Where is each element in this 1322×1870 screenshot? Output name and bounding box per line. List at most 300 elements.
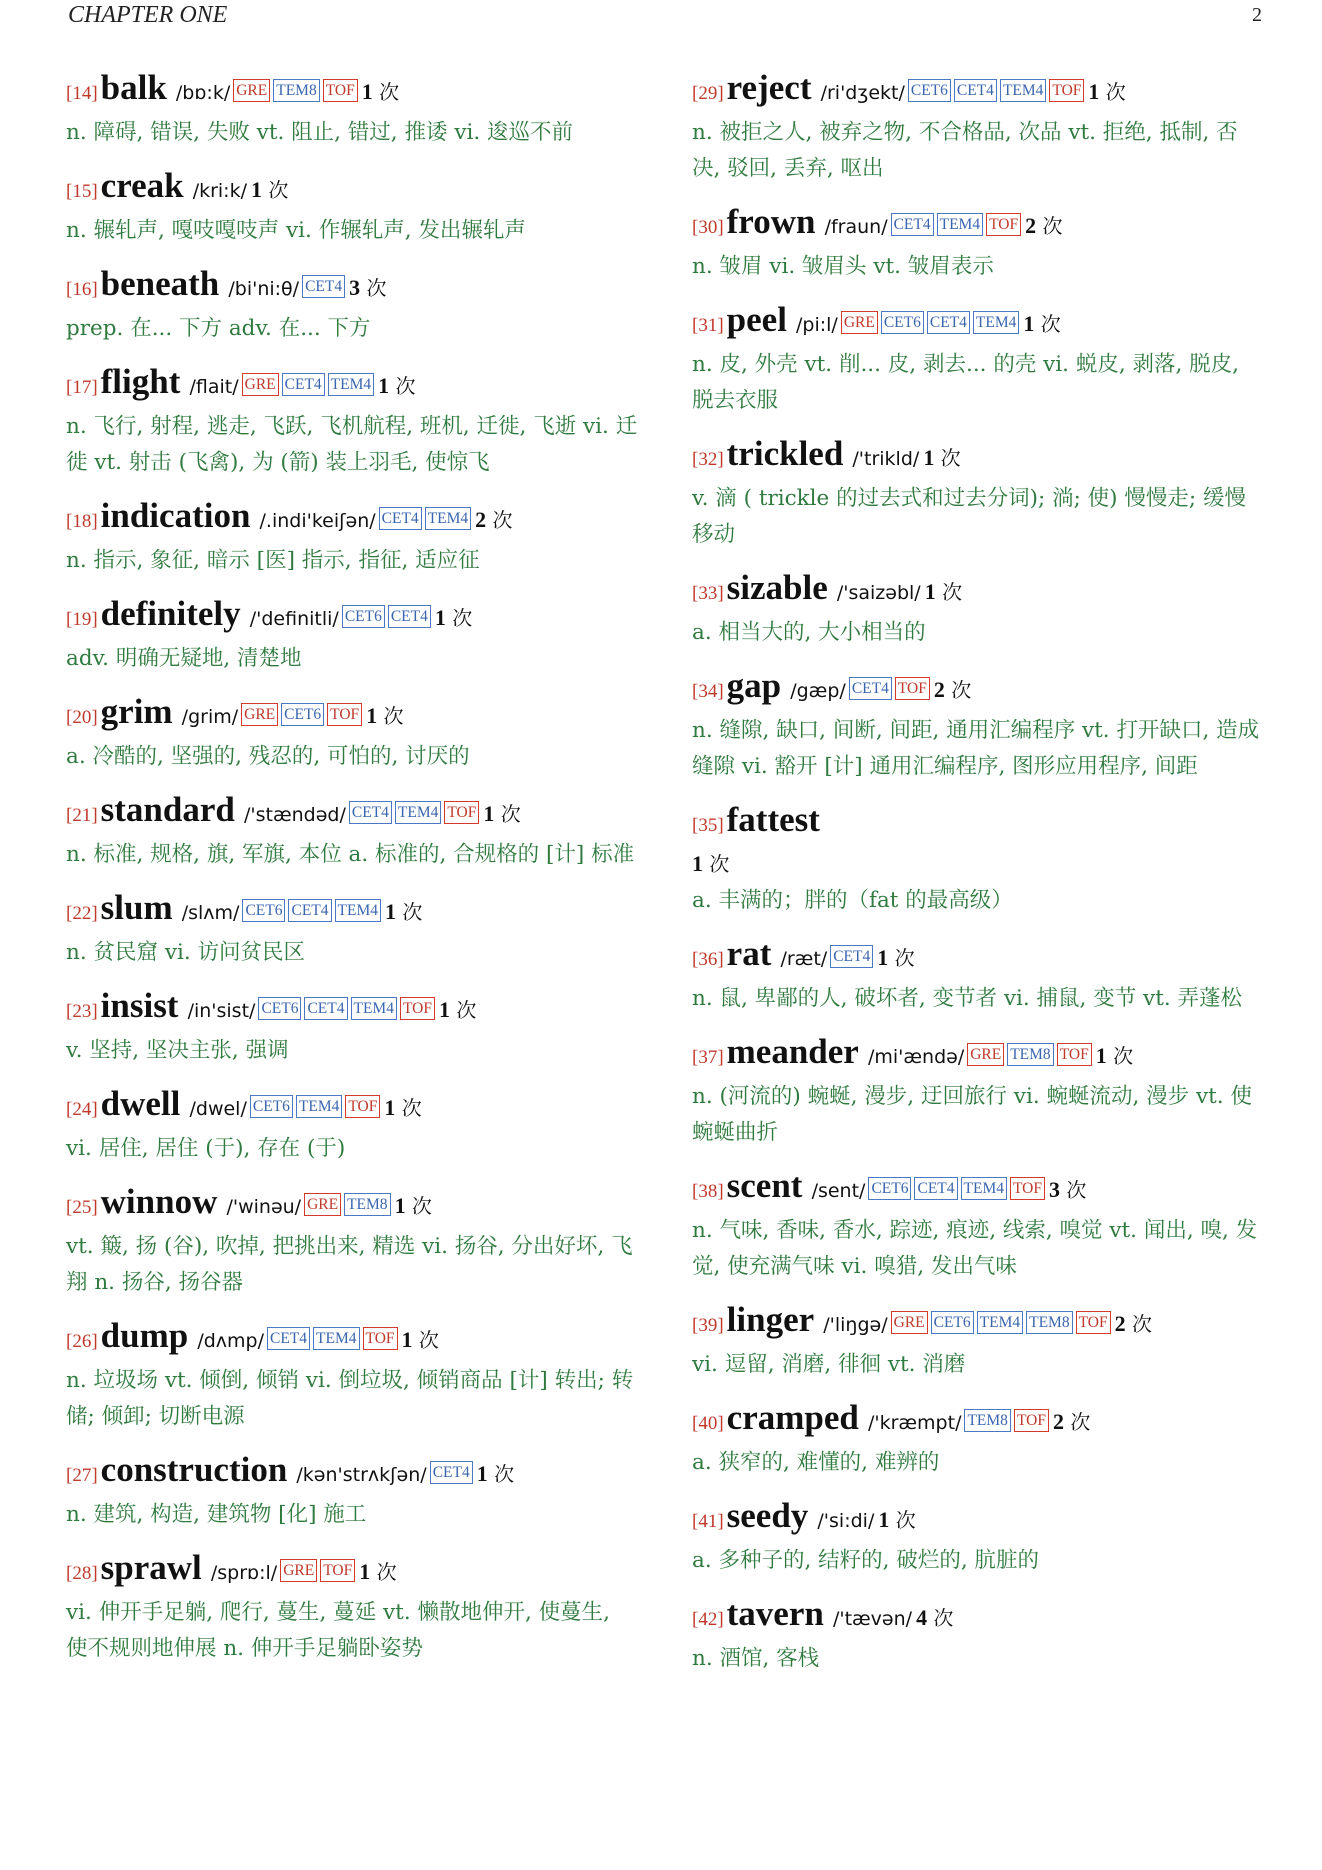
- count-number: 1: [401, 1327, 413, 1352]
- entry-number: [21]: [66, 805, 98, 826]
- exam-tag: TEM8: [964, 1409, 1010, 1432]
- definition: n. 皱眉 vi. 皱眉头 vt. 皱眉表示: [692, 254, 994, 279]
- occurrence-count: [402, 1328, 439, 1352]
- phonetic: /sent/: [811, 1180, 866, 1202]
- count-suffix: 次: [951, 678, 972, 702]
- headword-line: [692, 798, 1264, 847]
- count-suffix: 次: [492, 508, 513, 532]
- occurrence-count: [916, 1606, 953, 1630]
- vocab-entry: [692, 1494, 1264, 1579]
- exam-tag: CET4: [288, 899, 331, 922]
- headword: beneath: [100, 264, 220, 303]
- phonetic: /bɒ:k/: [175, 82, 231, 104]
- exam-tag: TEM4: [961, 1177, 1007, 1200]
- exam-tag: TOF: [1014, 1409, 1049, 1432]
- occurrence-count: [378, 374, 415, 398]
- headword: flight: [100, 362, 181, 401]
- count-suffix: 次: [894, 946, 915, 970]
- entry-number: [33]: [692, 583, 724, 604]
- count-number: 1: [878, 1507, 890, 1532]
- exam-tag: GRE: [241, 703, 278, 726]
- exam-tag: TOF: [986, 213, 1021, 236]
- count-number: 1: [1023, 311, 1035, 336]
- phonetic: /bi'ni:θ/: [228, 278, 300, 300]
- count-number: 1: [483, 801, 495, 826]
- vocab-entry: [692, 1164, 1264, 1285]
- headword: peel: [726, 300, 787, 339]
- definition: v. 坚持, 坚决主张, 强调: [66, 1038, 289, 1063]
- vocab-entry: [66, 1546, 638, 1667]
- entry-number: [22]: [66, 903, 98, 924]
- entry-number: [30]: [692, 217, 724, 238]
- occurrence-count: [1115, 1312, 1152, 1336]
- count-suffix: 次: [1066, 1178, 1087, 1202]
- count-suffix: 次: [500, 802, 521, 826]
- definition: n. 垃圾场 vt. 倾倒, 倾销 vi. 倒垃圾, 倾销商品 [计] 转出; 转储; 倾卸; 切断电源: [66, 1368, 634, 1429]
- exam-tag: CET6: [908, 79, 951, 102]
- exam-tag: TEM4: [1000, 79, 1046, 102]
- exam-tag: GRE: [304, 1193, 341, 1216]
- headword-line: [66, 886, 638, 935]
- definition: n. 被拒之人, 被弃之物, 不合格品, 次品 vt. 拒绝, 抵制, 否决, 驳回, 丢弃, 呕出: [692, 120, 1238, 181]
- entry-number: [34]: [692, 681, 724, 702]
- headword-line: [66, 788, 638, 837]
- vocab-entry: [692, 432, 1264, 553]
- exam-tag: TEM8: [344, 1193, 390, 1216]
- phonetic: /gæp/: [790, 680, 846, 702]
- headword: grim: [100, 692, 173, 731]
- headword-line: [66, 984, 638, 1033]
- exam-tag: CET4: [954, 79, 997, 102]
- headword: slum: [100, 888, 173, 927]
- phonetic: /kən'strʌkʃən/: [296, 1464, 427, 1486]
- left-column: [66, 66, 638, 1690]
- entry-number: [26]: [66, 1331, 98, 1352]
- exam-tag: CET6: [258, 997, 301, 1020]
- headword: sprawl: [100, 1548, 202, 1587]
- exam-tag: TEM4: [395, 801, 441, 824]
- entry-number: [41]: [692, 1511, 724, 1532]
- headword: linger: [726, 1300, 815, 1339]
- entry-number: [14]: [66, 83, 98, 104]
- exam-tag: CET4: [927, 311, 970, 334]
- vocab-entry: [66, 360, 638, 481]
- vocab-entry: [692, 298, 1264, 419]
- vocab-entry: [692, 932, 1264, 1017]
- phonetic: /kri:k/: [192, 180, 247, 202]
- headword-line: [692, 1592, 1264, 1641]
- count-number: 2: [475, 507, 487, 532]
- definition: vi. 伸开手足躺, 爬行, 蔓生, 蔓延 vt. 懒散地伸开, 使蔓生, 使不规则地伸展 n. 伸开手足躺卧姿势: [66, 1600, 610, 1661]
- headword: insist: [100, 986, 179, 1025]
- count-suffix: 次: [452, 606, 473, 630]
- headword: standard: [100, 790, 235, 829]
- headword-line: [692, 1164, 1264, 1213]
- exam-tag: TEM4: [328, 373, 374, 396]
- definition: a. 多种子的, 结籽的, 破烂的, 肮脏的: [692, 1548, 1039, 1573]
- exam-tag: TOF: [1010, 1177, 1045, 1200]
- count-number: 1: [438, 997, 450, 1022]
- exam-tag: CET6: [931, 1311, 974, 1334]
- exam-tag: TOF: [320, 1559, 355, 1582]
- count-suffix: 次: [456, 998, 477, 1022]
- headword-line: [692, 1494, 1264, 1543]
- count-number: 1: [361, 79, 373, 104]
- headword-line: [66, 360, 638, 409]
- headword-line: [66, 494, 638, 543]
- count-number: 1: [692, 851, 703, 876]
- occurrence-count: [439, 998, 476, 1022]
- exam-tag: TOF: [323, 79, 358, 102]
- vocab-entry: [692, 66, 1264, 187]
- exam-tag: TOF: [1057, 1043, 1092, 1066]
- vocab-entry: [692, 798, 1264, 919]
- count-number: 1: [1095, 1043, 1107, 1068]
- exam-tag: GRE: [280, 1559, 317, 1582]
- occurrence-count: [362, 80, 399, 104]
- phonetic: /'saizəbl/: [836, 582, 921, 604]
- count-number: 1: [359, 1559, 371, 1584]
- vocab-entry: [66, 886, 638, 971]
- vocab-entry: [66, 262, 638, 347]
- headword: cramped: [726, 1398, 859, 1437]
- vocab-entry: [692, 1030, 1264, 1151]
- count-number: 1: [378, 373, 390, 398]
- phonetic: /pi:l/: [796, 314, 838, 336]
- count-suffix: 次: [494, 1462, 515, 1486]
- exam-tag: CET4: [349, 801, 392, 824]
- phonetic: /sprɒ:l/: [210, 1562, 278, 1584]
- exam-tag: CET6: [281, 703, 324, 726]
- headword: winnow: [100, 1182, 218, 1221]
- count-line: [692, 847, 1264, 883]
- exam-tag: TEM8: [1007, 1043, 1053, 1066]
- entry-number: [39]: [692, 1315, 724, 1336]
- headword: construction: [100, 1450, 288, 1489]
- occurrence-count: [877, 946, 914, 970]
- count-suffix: 次: [379, 80, 400, 104]
- headword: dump: [100, 1316, 189, 1355]
- phonetic: /'definitli/: [249, 608, 339, 630]
- headword-line: [692, 1298, 1264, 1347]
- count-suffix: 次: [395, 374, 416, 398]
- page-header: [68, 0, 1262, 30]
- definition: vi. 逗留, 消磨, 徘徊 vt. 消磨: [692, 1352, 966, 1377]
- phonetic: /'trikld/: [852, 448, 920, 470]
- phonetic: /dwel/: [189, 1098, 247, 1120]
- definition: n. 酒馆, 客栈: [692, 1646, 820, 1671]
- count-number: 3: [1049, 1177, 1060, 1202]
- occurrence-count: [395, 1194, 432, 1218]
- entry-number: [19]: [66, 609, 98, 630]
- headword: scent: [726, 1166, 803, 1205]
- occurrence-count: [1088, 80, 1125, 104]
- headword: frown: [726, 202, 816, 241]
- count-number: 2: [1114, 1311, 1126, 1336]
- occurrence-count: [1096, 1044, 1133, 1068]
- phonetic: /slʌm/: [181, 902, 240, 924]
- phonetic: /ræt/: [780, 948, 828, 970]
- occurrence-count: [475, 508, 512, 532]
- occurrence-count: [1023, 312, 1060, 336]
- headword-line: [692, 432, 1264, 481]
- entry-number: [20]: [66, 707, 98, 728]
- count-suffix: 次: [940, 446, 961, 470]
- exam-tag: GRE: [891, 1311, 928, 1334]
- entry-number: [31]: [692, 315, 724, 336]
- count-suffix: 次: [366, 276, 387, 300]
- definition: n. 鼠, 卑鄙的人, 破坏者, 变节者 vi. 捕鼠, 变节 vt. 弄蓬松: [692, 986, 1243, 1011]
- phonetic: /'stændəd/: [243, 804, 346, 826]
- definition: n. (河流的) 蜿蜒, 漫步, 迂回旅行 vi. 蜿蜒流动, 漫步 vt. 使蜿蜒曲折: [692, 1084, 1252, 1145]
- exam-tag: CET4: [830, 945, 873, 968]
- headword: seedy: [726, 1496, 809, 1535]
- exam-tag: CET4: [914, 1177, 957, 1200]
- definition: a. 相当大的, 大小相当的: [692, 620, 926, 645]
- definition: a. 狭窄的, 难懂的, 难辨的: [692, 1450, 940, 1475]
- entry-number: [36]: [692, 949, 724, 970]
- phonetic: /mi'ændə/: [867, 1046, 965, 1068]
- right-column: [692, 66, 1264, 1690]
- count-number: 1: [366, 703, 378, 728]
- vocab-entry: [66, 1180, 638, 1301]
- page-number: 2: [1252, 3, 1262, 26]
- headword-line: [692, 566, 1264, 615]
- phonetic: /flait/: [189, 376, 239, 398]
- count-number: 1: [877, 945, 889, 970]
- headword-line: [66, 592, 638, 641]
- count-number: 1: [384, 899, 396, 924]
- count-number: 2: [1025, 213, 1037, 238]
- headword-line: [66, 690, 638, 739]
- headword-line: [66, 66, 638, 115]
- occurrence-count: [384, 1096, 421, 1120]
- occurrence-count: [385, 900, 422, 924]
- headword: indication: [100, 496, 251, 535]
- vocab-entry: [66, 66, 638, 151]
- exam-tag: TEM4: [973, 311, 1019, 334]
- headword: reject: [726, 68, 812, 107]
- entry-number: [16]: [66, 279, 98, 300]
- exam-tag: CET6: [250, 1095, 293, 1118]
- exam-tag: TEM4: [335, 899, 381, 922]
- entry-number: [18]: [66, 511, 98, 532]
- count-number: 3: [349, 275, 361, 300]
- entry-number: [15]: [66, 181, 98, 202]
- occurrence-count: [1049, 1178, 1086, 1202]
- entry-number: [32]: [692, 449, 724, 470]
- count-suffix: 次: [1040, 312, 1061, 336]
- chapter-title: CHAPTER ONE: [68, 1, 228, 28]
- occurrence-count: [878, 1508, 915, 1532]
- exam-tag: CET6: [342, 605, 385, 628]
- count-suffix: 次: [418, 1328, 439, 1352]
- vocab-entry: [66, 592, 638, 677]
- definition: a. 冷酷的, 坚强的, 残忍的, 可怕的, 讨厌的: [66, 744, 470, 769]
- definition: prep. 在... 下方 adv. 在... 下方: [66, 316, 371, 341]
- vocab-entry: [66, 164, 638, 249]
- exam-tag: TOF: [363, 1327, 398, 1350]
- exam-tag: TEM8: [273, 79, 319, 102]
- headword: tavern: [726, 1594, 824, 1633]
- exam-tag: GRE: [841, 311, 878, 334]
- headword: meander: [726, 1032, 859, 1071]
- count-suffix: 次: [1070, 1410, 1091, 1434]
- definition: n. 指示, 象征, 暗示 [医] 指示, 指征, 适应征: [66, 548, 480, 573]
- definition: vt. 簸, 扬 (谷), 吹掉, 把挑出来, 精选 vi. 扬谷, 分出好坏, 飞翔 n. 扬谷, 扬谷器: [66, 1234, 633, 1295]
- count-number: 1: [1088, 79, 1100, 104]
- count-number: 1: [394, 1193, 406, 1218]
- vocab-entry: [692, 1592, 1264, 1677]
- headword-line: [66, 1314, 638, 1363]
- count-suffix: 次: [402, 900, 423, 924]
- entry-number: [29]: [692, 83, 724, 104]
- count-number: 1: [251, 177, 262, 202]
- phonetic: /fraun/: [824, 216, 888, 238]
- headword-line: [692, 664, 1264, 713]
- definition: n. 标准, 规格, 旗, 军旗, 本位 a. 标准的, 合规格的 [计] 标准: [66, 842, 635, 867]
- entry-number: [35]: [692, 815, 724, 836]
- count-number: 2: [933, 677, 945, 702]
- exam-tag: TEM8: [1026, 1311, 1072, 1334]
- phonetic: /'kræmpt/: [867, 1412, 962, 1434]
- definition: v. 滴 ( trickle 的过去式和过去分词); 淌; 使) 慢慢走; 缓慢移动: [692, 486, 1246, 547]
- headword: balk: [100, 68, 167, 107]
- headword-line: [692, 298, 1264, 347]
- count-number: 1: [434, 605, 446, 630]
- definition: n. 缝隙, 缺口, 间断, 间距, 通用汇编程序 vt. 打开缺口, 造成缝隙 vi. 豁开 [计] 通用汇编程序, 图形应用程序, 间距: [692, 718, 1260, 779]
- headword-line: [66, 1448, 638, 1497]
- count-suffix: 次: [1131, 1312, 1152, 1336]
- exam-tag: TOF: [1049, 79, 1084, 102]
- occurrence-count: [692, 852, 729, 876]
- headword-line: [692, 66, 1264, 115]
- occurrence-count: [1025, 214, 1062, 238]
- headword: sizable: [726, 568, 828, 607]
- entry-number: [28]: [66, 1563, 98, 1584]
- exam-tag: TOF: [1076, 1311, 1111, 1334]
- count-number: 1: [924, 579, 936, 604]
- headword-line: [66, 1180, 638, 1229]
- exam-tag: CET6: [242, 899, 285, 922]
- exam-tag: CET4: [302, 275, 345, 298]
- count-number: 1: [923, 445, 935, 470]
- definition: n. 皮, 外壳 vt. 削... 皮, 剥去... 的壳 vi. 蜕皮, 剥落, 脱皮, 脱去衣服: [692, 352, 1240, 413]
- count-suffix: 次: [376, 1560, 397, 1584]
- definition: n. 飞行, 射程, 逃走, 飞跃, 飞机航程, 班机, 迁徙, 飞逝 vi. 迁徙 vt. 射击 (飞禽), 为 (箭) 装上羽毛, 使惊飞: [66, 414, 638, 475]
- exam-tag: GRE: [242, 373, 279, 396]
- definition: n. 贫民窟 vi. 访问贫民区: [66, 940, 306, 965]
- phonetic: /in'sist/: [187, 1000, 256, 1022]
- count-suffix: 次: [401, 1096, 422, 1120]
- exam-tag: CET4: [849, 677, 892, 700]
- headword: gap: [726, 666, 782, 705]
- vocab-entry: [66, 984, 638, 1069]
- exam-tag: CET4: [891, 213, 934, 236]
- count-number: 4: [916, 1605, 928, 1630]
- exam-tag: TOF: [444, 801, 479, 824]
- count-number: 1: [384, 1095, 396, 1120]
- definition: a. 丰满的；胖的（fat 的最高级）: [692, 888, 1013, 913]
- phonetic: /'liŋgə/: [823, 1314, 888, 1336]
- entry-number: [37]: [692, 1047, 724, 1068]
- exam-tag: TEM4: [351, 997, 397, 1020]
- headword-line: [692, 1030, 1264, 1079]
- phonetic: /'si:di/: [817, 1510, 875, 1532]
- entry-number: [42]: [692, 1609, 724, 1630]
- entry-number: [17]: [66, 377, 98, 398]
- phonetic: /dʌmp/: [197, 1330, 264, 1352]
- definition: n. 建筑, 构造, 建筑物 [化] 施工: [66, 1502, 367, 1527]
- vocab-entry: [66, 788, 638, 873]
- entry-columns: [66, 66, 1264, 1690]
- exam-tag: CET4: [379, 507, 422, 530]
- vocab-entry: [692, 1298, 1264, 1383]
- occurrence-count: [435, 606, 472, 630]
- occurrence-count: [366, 704, 403, 728]
- phonetic: /.indi'keiʃən/: [259, 510, 376, 532]
- exam-tag: TEM4: [937, 213, 983, 236]
- occurrence-count: [934, 678, 971, 702]
- occurrence-count: [359, 1560, 396, 1584]
- count-suffix: 次: [933, 1606, 954, 1630]
- count-suffix: 次: [1042, 214, 1063, 238]
- vocab-entry: [66, 494, 638, 579]
- exam-tag: TOF: [345, 1095, 380, 1118]
- exam-tag: GRE: [967, 1043, 1004, 1066]
- vocab-entry: [692, 200, 1264, 285]
- entry-number: [23]: [66, 1001, 98, 1022]
- occurrence-count: [925, 580, 962, 604]
- entry-number: [40]: [692, 1413, 724, 1434]
- exam-tag: TEM4: [977, 1311, 1023, 1334]
- count-suffix: 次: [942, 580, 963, 604]
- exam-tag: CET4: [304, 997, 347, 1020]
- headword-line: [66, 1082, 638, 1131]
- headword-line: [692, 200, 1264, 249]
- exam-tag: GRE: [233, 79, 270, 102]
- phonetic: /ri'dʒekt/: [820, 82, 905, 104]
- definition: adv. 明确无疑地, 清楚地: [66, 646, 302, 671]
- exam-tag: CET4: [430, 1461, 473, 1484]
- phonetic: /grim/: [181, 706, 239, 728]
- headword-line: [66, 262, 638, 311]
- occurrence-count: [349, 276, 386, 300]
- headword: rat: [726, 934, 772, 973]
- exam-tag: CET4: [267, 1327, 310, 1350]
- entry-number: [24]: [66, 1099, 98, 1120]
- headword: dwell: [100, 1084, 181, 1123]
- vocab-entry: [66, 1082, 638, 1167]
- exam-tag: CET6: [868, 1177, 911, 1200]
- exam-tag: CET4: [282, 373, 325, 396]
- exam-tag: TEM4: [313, 1327, 359, 1350]
- headword-line: [692, 932, 1264, 981]
- vocab-entry: [66, 1314, 638, 1435]
- entry-number: [38]: [692, 1181, 724, 1202]
- phonetic: /'winəu/: [226, 1196, 302, 1218]
- occurrence-count: [923, 446, 960, 470]
- count-suffix: 次: [709, 852, 730, 876]
- count-suffix: 次: [411, 1194, 432, 1218]
- occurrence-count: [483, 802, 520, 826]
- occurrence-count: [477, 1462, 514, 1486]
- vocab-entry: [66, 1448, 638, 1533]
- occurrence-count: [251, 178, 288, 202]
- headword: trickled: [726, 434, 844, 473]
- vocab-entry: [692, 664, 1264, 785]
- phonetic: /'tævən/: [832, 1608, 913, 1630]
